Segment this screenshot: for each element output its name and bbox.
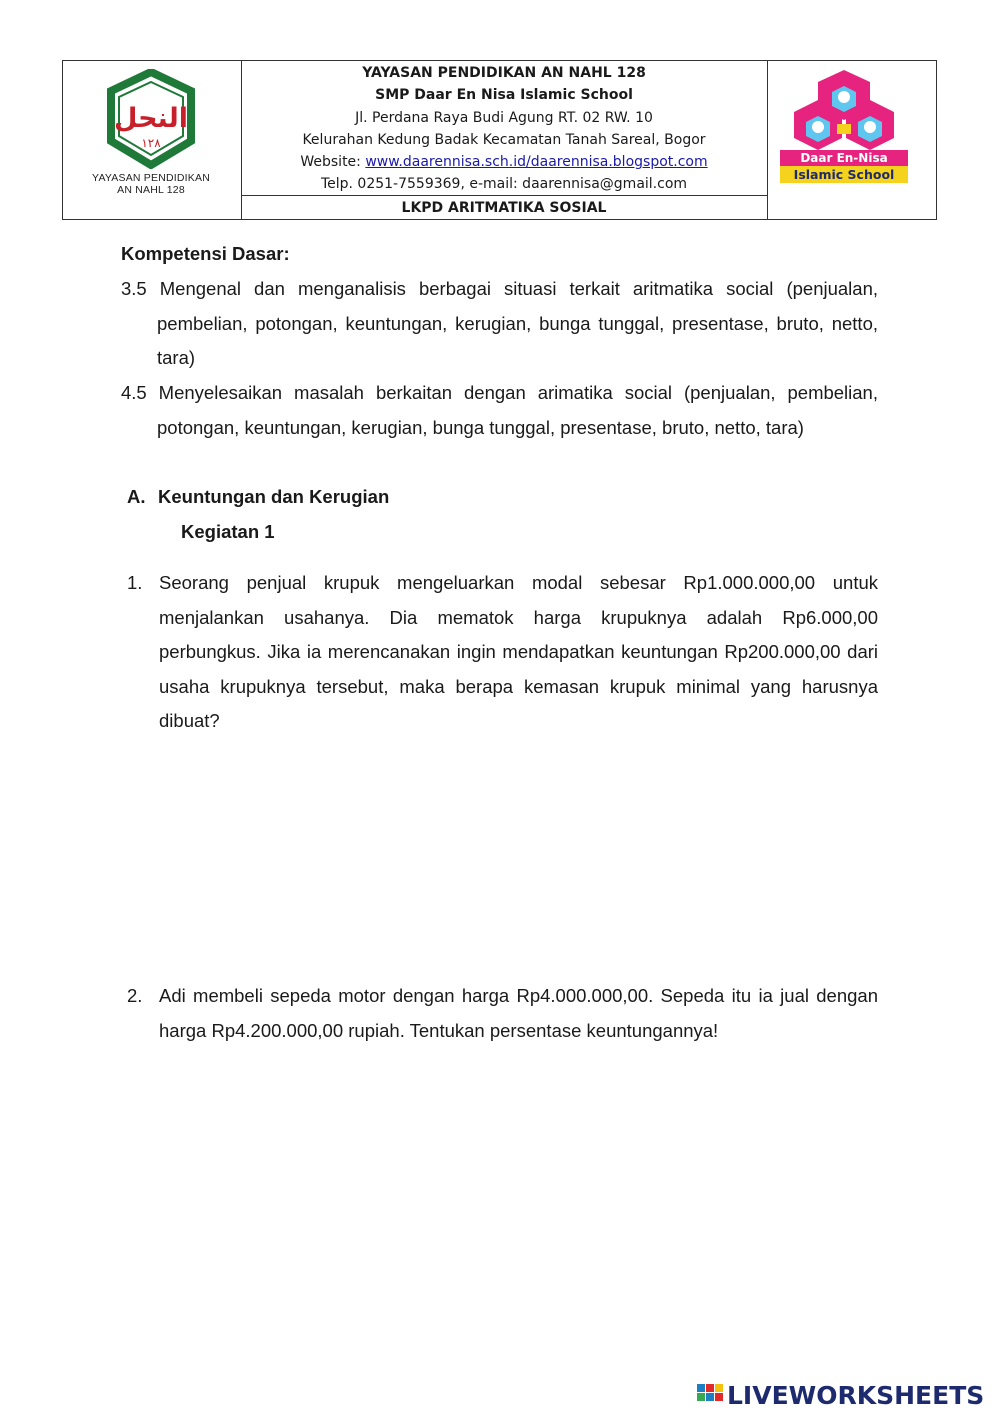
letterhead [62,60,937,220]
an-nahl-caption [71,172,231,196]
daar-en-nisa-logo [778,66,910,184]
an-nahl-caption-line2: AN NAHL 128 [117,184,185,196]
an-nahl-caption-line1: YAYASAN PENDIDIKAN [92,172,210,184]
kompetensi-heading: Kompetensi Dasar: [121,243,290,264]
website-label: Website: [300,154,366,171]
an-nahl-emblem-icon [71,69,231,169]
section-title: Keuntungan dan Kerugian [158,486,390,507]
daar-en-nisa-emblem-icon [778,66,910,184]
website-line [241,151,767,173]
daar-en-nisa-line1: Daar En-Nisa [800,151,888,165]
activity-title: Kegiatan 1 [181,521,275,542]
website-link[interactable]: www.daarennisa.sch.id/daarennisa.blogspot.com [365,154,708,171]
question-1-number: 1. [127,572,143,593]
question-2-text: Adi membeli sepeda motor dengan harga Rp4.000.000,00. Sepeda itu ia jual dengan harga Rp4.200.000,00 rupiah. Tentukan persentase keuntungannya! [159,985,878,1041]
kd-4-5: 4.5 Menyelesaikan masalah berkaitan dengan arimatika social (penjualan, pembelian, potongan, keuntungan, kerugian, bunga tunggal, presentase, bruto, netto, tara) [121,382,878,438]
school-info [241,61,767,196]
kd-3-5: 3.5 Mengenal dan menganalisis berbagai situasi terkait aritmatika social (penjualan, pembelian, potongan, keuntungan, kerugian, bunga tunggal, presentase, bruto, netto, tara) [121,278,878,368]
liveworksheets-logo [697,1377,993,1411]
daar-en-nisa-line2: Islamic School [793,167,895,182]
an-nahl-number-text: ١٢٨ [141,136,161,150]
question-1-text: Seorang penjual krupuk mengeluarkan modal sebesar Rp1.000.000,00 untuk menjalankan usahanya. Dia mematok harga krupuknya adalah Rp6.000,00 perbungkus. Jika ia merencanakan ingin mendapatkan keuntungan Rp200.000,00 dari usaha krupuknya tersebut, maka berapa kemasan krupuk minimal yang harusnya dibuat? [159,572,878,731]
question-2-number: 2. [127,985,143,1006]
address-line-1: Jl. Perdana Raya Budi Agung RT. 02 RW. 10 [355,109,653,126]
address-line-2: Kelurahan Kedung Badak Kecamatan Tanah Sareal, Bogor [302,131,706,148]
section-marker: A. [127,486,146,507]
letterhead-center-cell [241,61,767,219]
letterhead-right-cell [767,61,937,219]
liveworksheets-wordmark: LIVEWORKSHEETS [727,1381,985,1410]
foundation-name: YAYASAN PENDIDIKAN AN NAHL 128 [362,65,646,81]
letterhead-left-cell [63,61,242,219]
an-nahl-arabic-text: النحل [114,103,188,134]
an-nahl-logo [71,69,231,211]
contact-line: Telp. 0251-7559369, e-mail: daarennisa@gmail.com [320,176,688,193]
school-name: SMP Daar En Nisa Islamic School [375,87,633,104]
document-title: LKPD ARITMATIKA SOSIAL [401,200,607,216]
